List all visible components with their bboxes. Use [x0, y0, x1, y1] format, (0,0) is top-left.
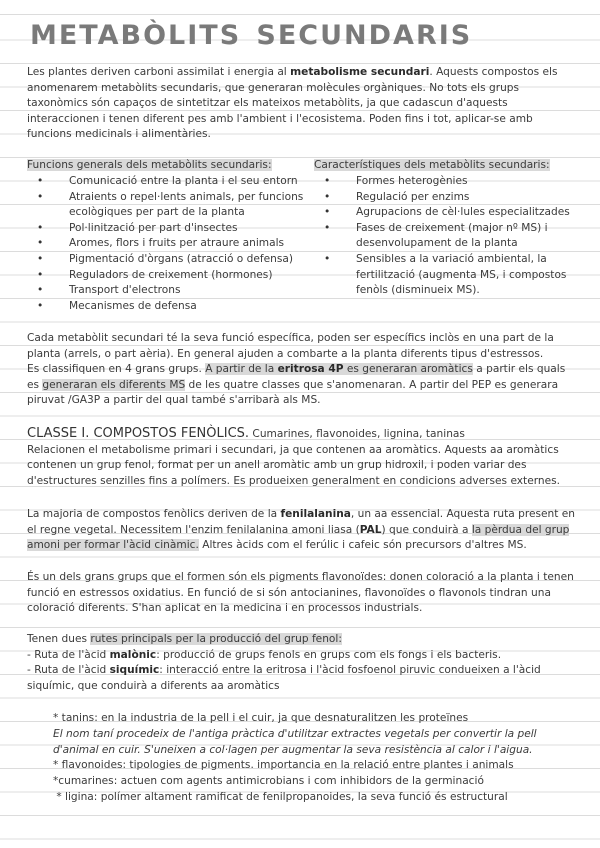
- intro-text-2: . Aquests compostos els anomenarem metabòlits secundaris, que generaran molècules orgàniques. No tots els grups taxonòmics són capaços de sintetitzar els mateixos metabòlits, ja que cadascun d'aquests interaccionen i tenen diferent pes amb l'ambient i l'ecosistema. Poden fins i tot, aplicar-se amb funcions medicinals i alimentàries.: [27, 66, 558, 141]
- note-cumarines: *cumarines: actuen com agents antimicrobians i com inhibidors de la germinació: [53, 775, 484, 787]
- list-item: • Sensibles a la variació ambiental, la fertilització (augmenta MS, i compostos fenòls (disminueix MS).: [314, 252, 576, 299]
- note-lignina: * ligina: polímer altament ramificat de fenilpropanoides, la seva funció és estructural: [53, 791, 508, 803]
- classe1-paragraph-2: La majoria de compostos fenòlics deriven de la fenilalanina, un aa essencial. Aquesta ruta present en el regne vegetal. Necessitem l'enzim fenilalanina amoni liasa (PAL) que conduirà a la pèrdua del grup amoni per formar l'àcid cinàmic. Altres àcids com el ferúlic i cafeic són precursors d'altres MS.: [27, 508, 575, 552]
- classes-text-1: Cada metabòlit secundari té la seva funció específica, poden ser específics inclòs en una part de la planta (arrels, o part aèria). En general ajuden a combarte a la planta diferents tipus d'estressos.: [27, 332, 554, 360]
- list-item: • Transport d'electrons: [27, 283, 310, 299]
- list-item: • Pol·linització per part d'insectes: [27, 221, 310, 237]
- intro-text-1: Les plantes deriven carboni assimilat i energia al: [27, 66, 291, 78]
- intro-paragraph: [27, 65, 575, 143]
- list-item: • Mecanismes de defensa: [27, 299, 310, 315]
- classe1-paragraph-1: Relacionen el metabolisme primari i secundari, ja que contenen aa aromàtics. Aquests aa aromàtics contenen un grup fenol, format per un anell aromàtic amb un grup hidroxil, i poden variar des d'estructures senzilles fins a polímers. Es produeixen generalment en condicions adverses externes.: [27, 443, 561, 487]
- note-tanins: * tanins: en la industria de la pell i el cuir, ja que desnaturalitzen les proteïnes: [53, 712, 469, 724]
- list-item: • Fases de creixement (major nº MS) i desenvolupament de la planta: [314, 221, 576, 252]
- section-heading: CLASSE I. COMPOSTOS FENÒLICS.: [27, 426, 250, 441]
- list-item: • Aromes, flors i fruits per atraure animals: [27, 236, 310, 252]
- note-flavonoides: * flavonoides: tipologies de pigments. importancia en la relació entre plantes i animals: [53, 759, 514, 771]
- classe1-paragraph-3: És un dels grans grups que el formen són els pigments flavonoïdes: donen coloració a la planta i tenen funció en estressos oxidatius. En funció de si són antocianines, flavonoïdes o flavonols tindran una coloració diferents. S'han aplicat en la medicina i en processos industrials.: [27, 571, 574, 615]
- list-item: • Atraients o repel·lents animals, per funcions ecològiques per part de la planta: [27, 190, 310, 221]
- rutes-paragraph: Tenen dues rutes principals per la producció del grup fenol: - Ruta de l'àcid malònic: producció de grups fenols en grups com els fongs i els bacteris. - Ruta de l'àcid siquímic: interacció entre la eritrosa i l'àcid fosfoenol piruvic condueixen a l'àcid siquímic, que conduirà a diferents aa aromàtics: [27, 633, 541, 692]
- funcions-list: [27, 174, 310, 314]
- list-item: • Pigmentació d'òrgans (atracció o defensa): [27, 252, 310, 268]
- classes-paragraph: Cada metabòlit secundari té la seva funció específica, poden ser específics inclòs en una part de la planta (arrels, o part aèria). En general ajuden a combarte a la planta diferents tipus d'estressos. Es classifiquen en 4 grans grups. A partir de la eritrosa 4P es generaran aromàtics a partir els quals es generaran els diferents MS de les quatre classes que s'anomenaran. A partir del PEP es generara piruvat /GA3P a partir del qual també s'arribarà als MS.: [27, 332, 566, 407]
- list-item: • Formes heterogènies: [314, 174, 576, 190]
- note-tanins-detail: El nom taní procedeix de l'antiga pràctica d'utilitzar extractes vegetals per convertir la pell d'animal en cuir. S'uneixen a col·lagen per augmentar la seva resistència al calor i l'aigua.: [53, 728, 537, 756]
- list-item: • Comunicació entre la planta i el seu entorn: [27, 174, 310, 190]
- caracteristiques-heading: Característiques dels metabòlits secundaris:: [314, 159, 550, 171]
- caracteristiques-list: [314, 174, 576, 299]
- list-item: • Regulació per enzims: [314, 190, 576, 206]
- intro-bold: metabolisme secundari: [290, 66, 430, 78]
- list-item: • Agrupacions de cèl·lules especialitzades: [314, 205, 576, 221]
- classe1-section: [27, 426, 575, 489]
- funcions-heading: Funcions generals dels metabòlits secundaris:: [27, 159, 272, 171]
- list-item: • Reguladors de creixement (hormones): [27, 268, 310, 284]
- page-title: metabòlits secundaris: [30, 9, 473, 53]
- section-subheading: Cumarines, flavonoides, lignina, taninas: [249, 428, 465, 440]
